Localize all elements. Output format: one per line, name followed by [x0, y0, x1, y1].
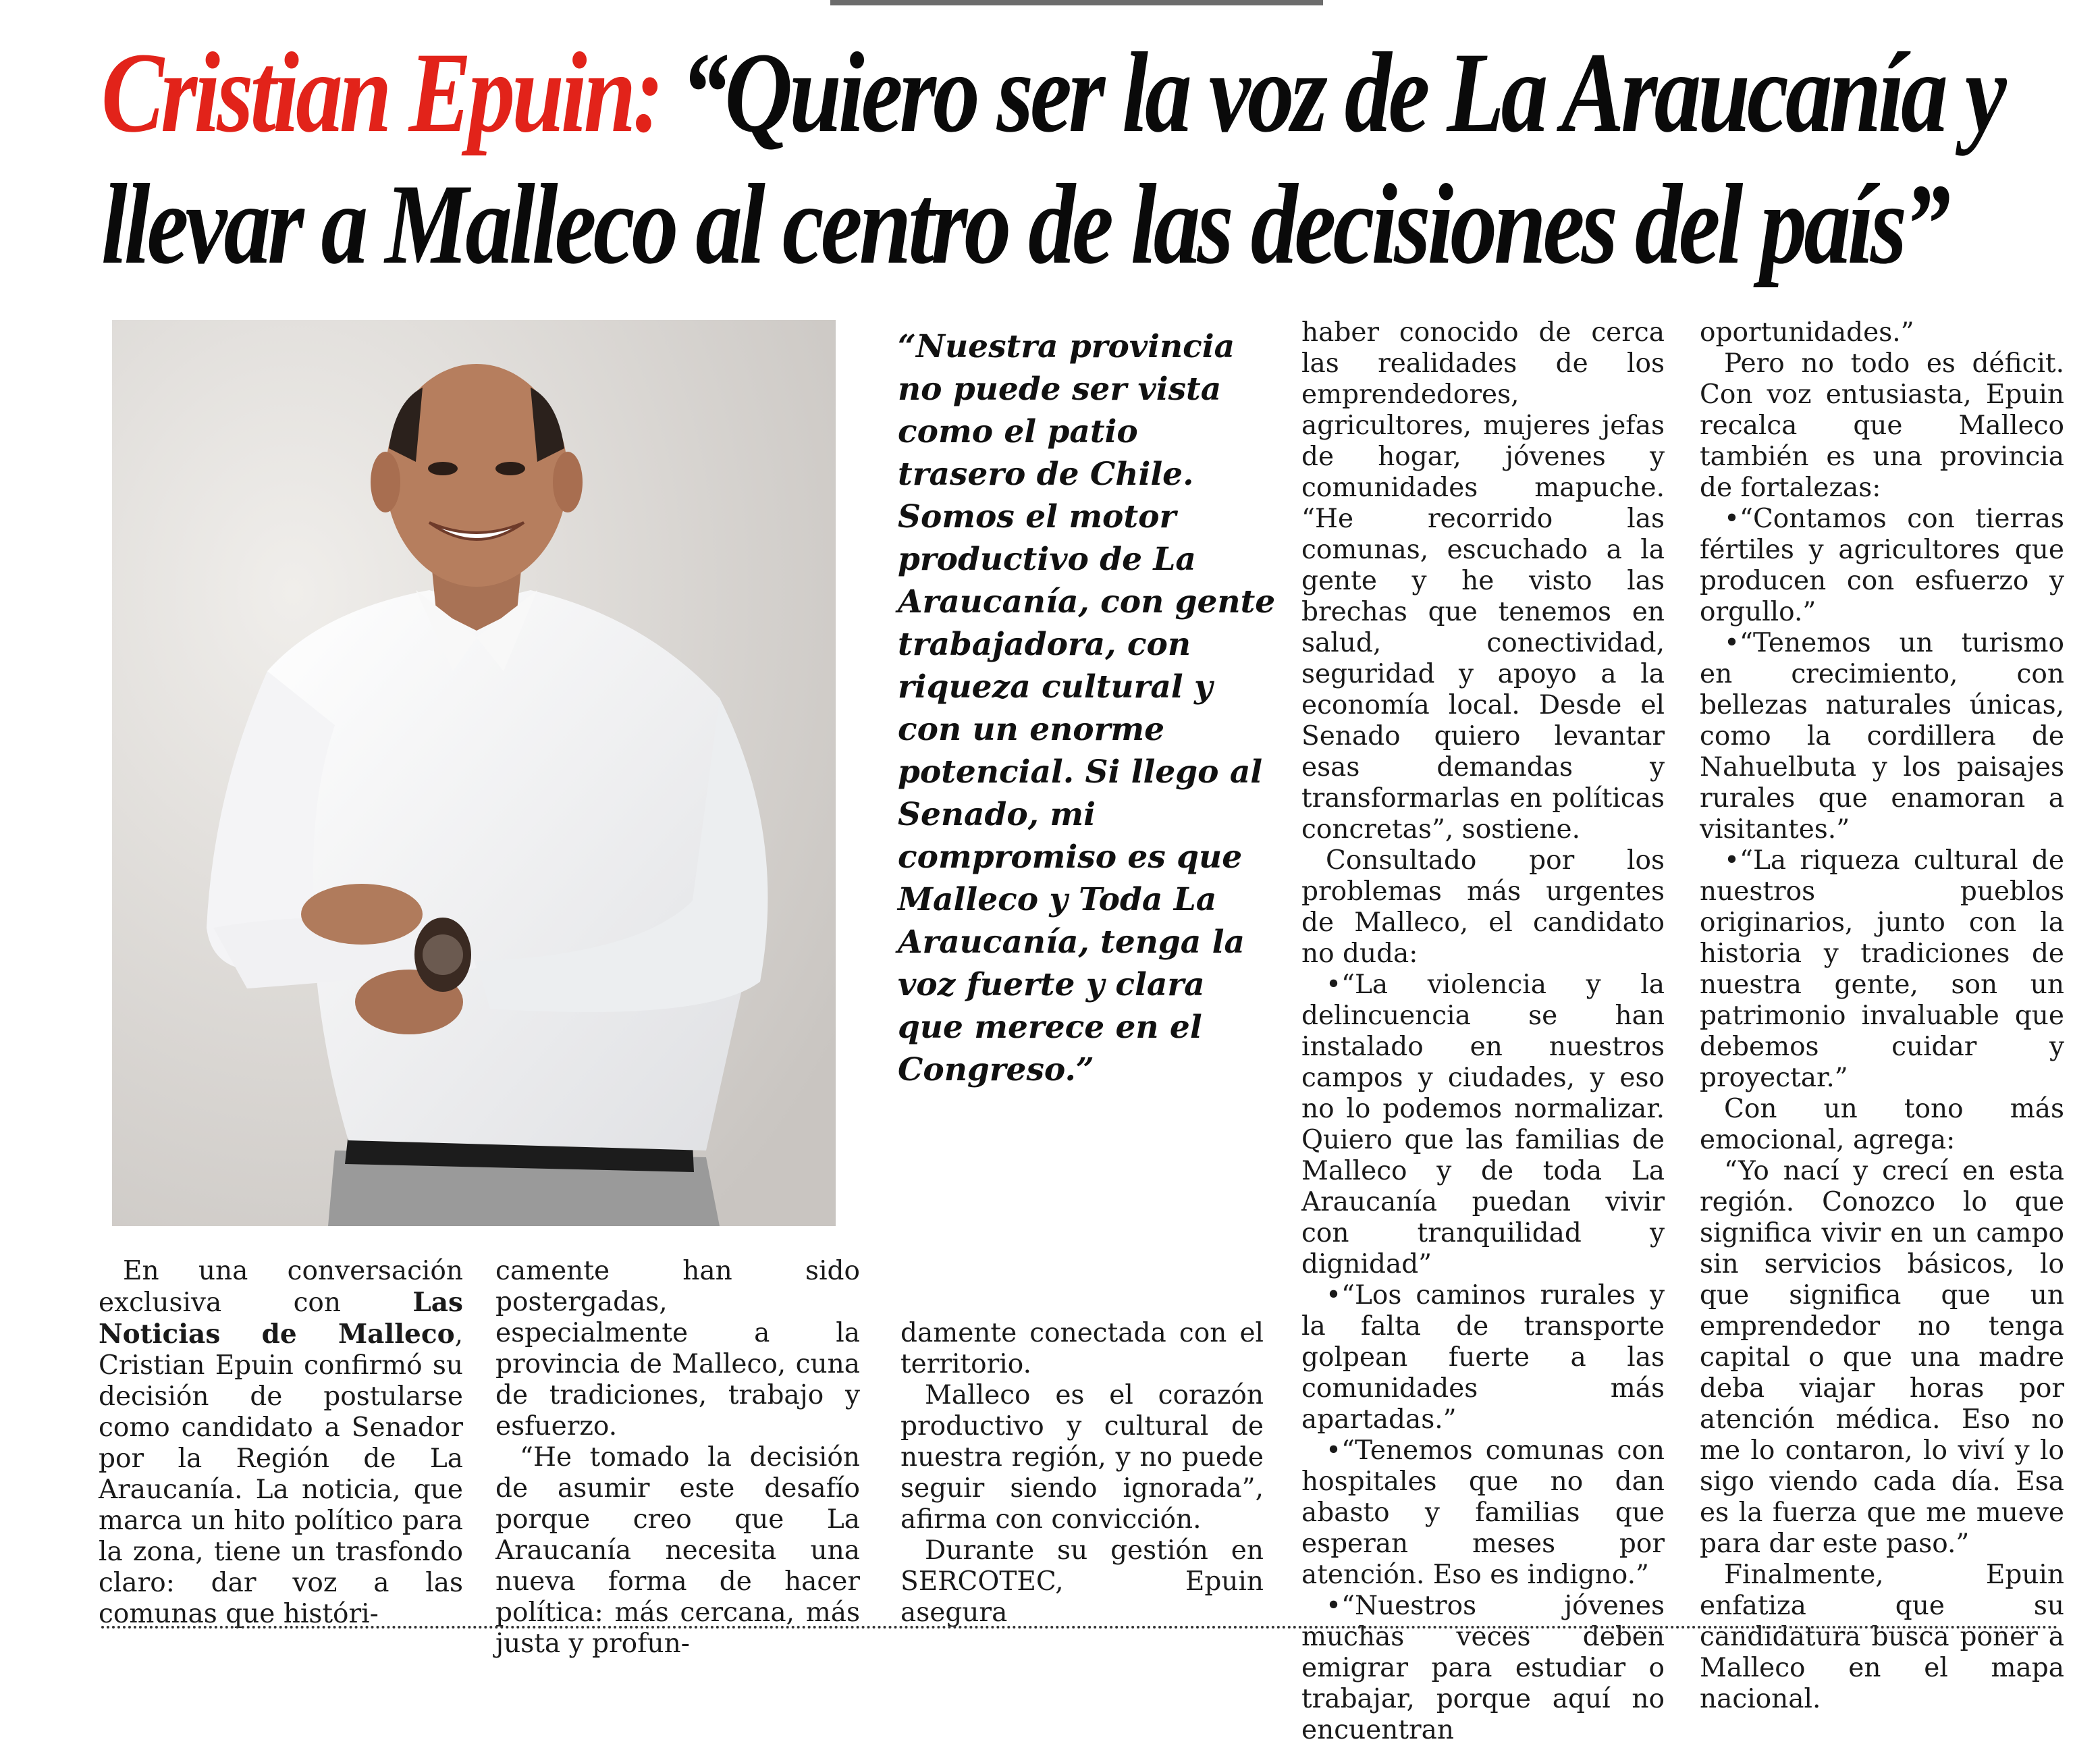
headline-name: Cristian Epuin: [101, 29, 661, 156]
paragraph: Malleco es el corazón productivo y cultural de nuestra región, y no puede seguir siendo ignorada”, afirma con convicción. [900, 1380, 1264, 1535]
paragraph: camente han sido postergadas, especialmente a la provincia de Malleco, cuna de tradiciones, trabajo y esfuerzo. [495, 1256, 860, 1441]
intro-text: En una conversación exclusiva con [99, 1256, 463, 1318]
bullet-item: •“Tenemos comunas con hospitales que no dan abasto y familias que esperan meses por atención. Eso es indigno.” [1301, 1435, 1665, 1590]
paragraph: Con un tono más emocional, agrega: [1700, 1094, 2064, 1155]
paragraph: “Yo nací y crecí en esta región. Conozco lo que significa vivir en un campo sin servicios básicos, lo que significa que un emprendedor no tenga capital o que una madre deba viajar horas por atención médica. Eso no me lo contaron, lo viví y lo sigo viendo cada día. Esa es la fuerza que me mueve para dar este paso.” [1700, 1156, 2064, 1559]
candidate-photo [112, 320, 836, 1226]
bullet-item: •“Tenemos un turismo en crecimiento, con bellezas naturales únicas, como la cordillera de Nahuelbuta y los paisajes rurales que enamoran a visitantes.” [1700, 628, 2064, 845]
bullet-item: •“La violencia y la delincuencia se han instalado en nuestros campos y ciudades, y eso no lo podemos normalizar. Quiero que las familias de Malleco y de toda La Araucanía puedan vivir con tranquilidad y dignidad” [1301, 970, 1665, 1279]
top-rule [830, 0, 1323, 5]
paragraph: oportunidades.” [1700, 317, 1914, 348]
paragraph: Pero no todo es déficit. Con voz entusiasta, Epuin recalca que Malleco también es una provincia de fortalezas: [1700, 348, 2064, 503]
article-column-2 [495, 1256, 860, 1660]
article-column-5 [1700, 317, 2064, 1715]
pull-quote: “Nuestra provincia no puede ser vista como el patio trasero de Chile. Somos el motor productivo de La Araucanía, con gente trabajadora, con riqueza cultural y con un enorme potencial. Si llego al Senado, mi compromiso es que Malleco y Toda La Araucanía, tenga la voz fuerte y clara que merece en el Congreso.” [898, 328, 1276, 1088]
paragraph: Finalmente, Epuin enfatiza que su candidatura busca poner a Malleco en el mapa nacional. [1700, 1560, 2064, 1714]
article-column-1 [99, 1256, 463, 1630]
bullet-item: •“Contamos con tierras fértiles y agricultores que producen con esfuerzo y orgullo.” [1700, 504, 2064, 627]
bullet-item: •“Los caminos rurales y la falta de transporte golpean fuerte a las comunidades más apartadas.” [1301, 1280, 1665, 1435]
dotted-divider [101, 1626, 2059, 1629]
headline [101, 27, 2061, 290]
bullet-item: •“La riqueza cultural de nuestros pueblos originarios, junto con la historia y tradiciones de nuestra gente, son un patrimonio invaluable que debemos cuidar y proyectar.” [1700, 845, 2064, 1093]
paragraph: “He tomado la decisión de asumir este desafío porque creo que La Araucanía necesita una nueva forma de hacer política: más cercana, más justa y profun- [495, 1442, 860, 1659]
intro-text-cont: , Cristian Epuin confirmó su decisión de postularse como candidato a Senador por la Región de La Araucanía. La noticia, que marca un hito político para la zona, tiene un trasfondo claro: dar voz a las comunas que históri- [99, 1319, 463, 1629]
article-column-4 [1301, 317, 1665, 1746]
bullet-item: •“Nuestros jóvenes muchas veces deben emigrar para estudiar o trabajar, porque aquí no encuentran [1301, 1591, 1665, 1745]
paragraph: Consultado por los problemas más urgentes de Malleco, el candidato no duda: [1301, 845, 1665, 969]
article-column-3 [900, 1318, 1264, 1629]
publication-name: Las Noticias de Malleco [99, 1287, 463, 1350]
paragraph: Durante su gestión en SERCOTEC, Epuin asegura [900, 1535, 1264, 1628]
paragraph: damente conectada con el territorio. [900, 1318, 1264, 1379]
paragraph: haber conocido de cerca las realidades de los emprendedores, agricultores, mujeres jefas de hogar, jóvenes y comunidades mapuche. “He recorrido las comunas, escuchado a la gente y he visto las brechas que tenemos en salud, conectividad, seguridad y apoyo a la economía local. Desde el Senado quiero levantar esas demandas y transformarlas en políticas concretas”, sostiene. [1301, 317, 1665, 845]
headline-quote: “Quiero ser la voz de La Araucanía y llevar a Malleco al centro de las decisiones del país” [101, 29, 2003, 288]
